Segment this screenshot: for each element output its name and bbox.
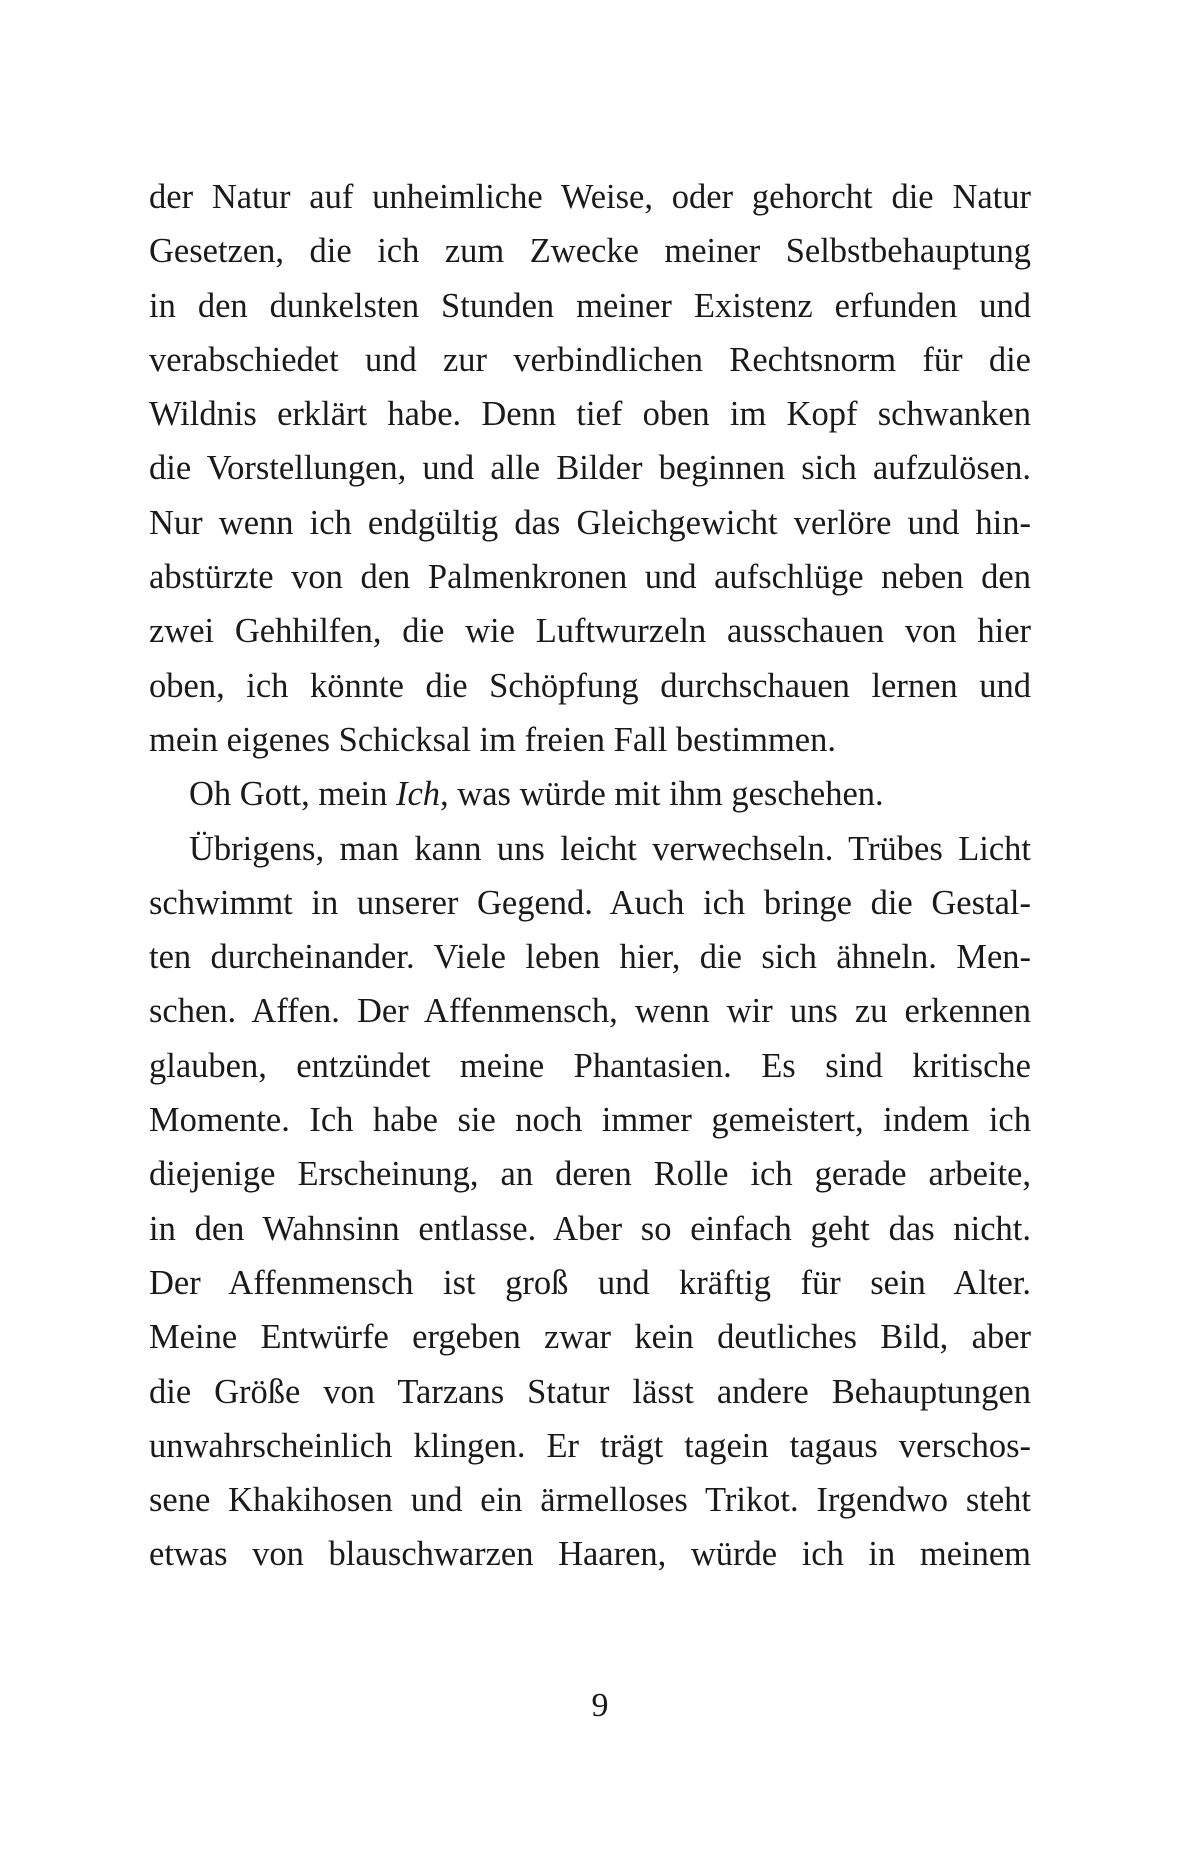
page-number: 9 xyxy=(591,1687,609,1724)
text-line: in den Wahnsinn entlasse. Aber so einfach geht das nicht. xyxy=(149,1209,1031,1248)
text-run: was würde mit ihm geschehen. xyxy=(448,775,884,814)
italic-ich: Ich, xyxy=(395,775,449,814)
text-line: Nur wenn ich endgültig das Gleichgewicht verlöre und hin- xyxy=(149,503,1031,542)
text-line: Gesetzen, die ich zum Zwecke meiner Selbstbehauptung xyxy=(149,232,1031,271)
text-line: Momente. Ich habe sie noch immer gemeistert, indem ich xyxy=(149,1101,1031,1140)
text-line: abstürzte von den Palmenkronen und aufschlüge neben den xyxy=(149,558,1031,597)
body-text xyxy=(149,170,1031,1582)
text-line: die Größe von Tarzans Statur lässt andere Behauptungen xyxy=(149,1372,1031,1411)
text-line: mein eigenes Schicksal im freien Fall bestimmen. xyxy=(149,720,836,759)
text-run: Oh Gott, mein xyxy=(189,775,396,814)
text-line: Wildnis erklärt habe. Denn tief oben im Kopf schwanken xyxy=(149,395,1031,434)
text-line: Meine Entwürfe ergeben zwar kein deutliches Bild, aber xyxy=(149,1318,1031,1357)
text-line: die Vorstellungen, und alle Bilder beginnen sich aufzulösen. xyxy=(149,449,1031,488)
text-line: unwahrscheinlich klingen. Er trägt tagein tagaus verschos- xyxy=(149,1426,1031,1465)
text-line: zwei Gehhilfen, die wie Luftwurzeln ausschauen von hier xyxy=(149,612,1031,651)
text-line: glauben, entzündet meine Phantasien. Es sind kritische xyxy=(149,1046,1031,1085)
text-line: Der Affenmensch ist groß und kräftig für sein Alter. xyxy=(149,1263,1031,1302)
text-line: verabschiedet und zur verbindlichen Rechtsnorm für die xyxy=(149,340,1031,379)
paragraph-oh-gott xyxy=(149,767,1031,821)
text-line: sene Khakihosen und ein ärmelloses Trikot. Irgendwo steht xyxy=(149,1481,1031,1520)
text-line: Übrigens, man kann uns leicht verwechseln. Trübes Licht xyxy=(189,829,1031,868)
text-line: diejenige Erscheinung, an deren Rolle ich gerade arbeite, xyxy=(149,1155,1031,1194)
text-line: etwas von blauschwarzen Haaren, würde ich in meinem xyxy=(149,1535,1031,1574)
text-line: schen. Affen. Der Affenmensch, wenn wir uns zu erkennen xyxy=(149,992,1031,1031)
text-line: ten durcheinander. Viele leben hier, die sich ähneln. Men- xyxy=(149,938,1031,977)
text-line: in den dunkelsten Stunden meiner Existenz erfunden und xyxy=(149,286,1031,325)
text-line: oben, ich könnte die Schöpfung durchschauen lernen und xyxy=(149,666,1031,705)
text-line: der Natur auf unheimliche Weise, oder gehorcht die Natur xyxy=(149,178,1031,216)
text-line: schwimmt in unserer Gegend. Auch ich bringe die Gestal- xyxy=(149,883,1031,922)
